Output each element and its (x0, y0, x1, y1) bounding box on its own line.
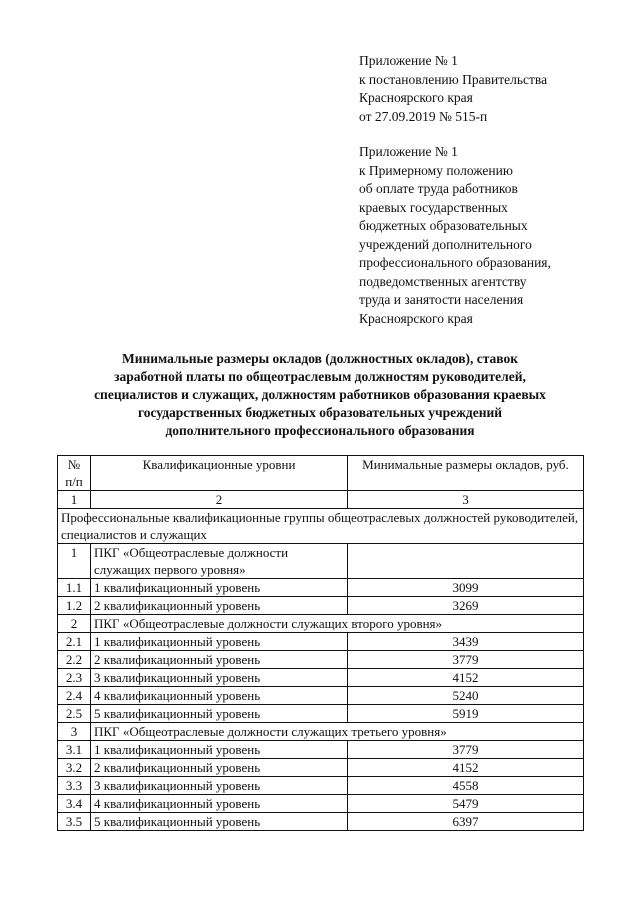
row-num: 3.5 (58, 813, 91, 831)
appendix-block-1 (359, 52, 547, 126)
row-level: 5 квалификационный уровень (91, 705, 348, 723)
appendix2-line: Красноярского края (359, 310, 473, 326)
table-row (58, 759, 584, 777)
table-header-row (58, 456, 584, 491)
row-num: 2.4 (58, 687, 91, 705)
row-num: 2.2 (58, 651, 91, 669)
title-line: Минимальные размеры окладов (должностных окладов), ставок (121, 351, 519, 366)
row-num: 1.1 (58, 579, 91, 597)
row-value: 5479 (348, 795, 584, 813)
index-cell: 1 (58, 491, 91, 509)
row-level: 5 квалификационный уровень (91, 813, 348, 831)
row-level: 3 квалификационный уровень (91, 669, 348, 687)
appendix1-line: Приложение № 1 (359, 53, 458, 68)
row-value: 5240 (348, 687, 584, 705)
table-row (58, 651, 584, 669)
appendix1-line: от 27.09.2019 № 515-п (359, 108, 488, 124)
document-title (60, 350, 580, 440)
row-value: 3269 (348, 597, 584, 615)
row-level: 2 квалификационный уровень (91, 651, 348, 669)
appendix1-line: к постановлению Правительства (359, 71, 548, 87)
row-num: 3.3 (58, 777, 91, 795)
appendix2-line: краевых государственных (359, 199, 508, 215)
row-value: 3439 (348, 633, 584, 651)
appendix2-line: подведомственных агентству (359, 273, 527, 289)
row-level: 3 квалификационный уровень (91, 777, 348, 795)
row-value: 4558 (348, 777, 584, 795)
row-level: 4 квалификационный уровень (91, 795, 348, 813)
table-row (58, 597, 584, 615)
table-row (58, 687, 584, 705)
table-row (58, 669, 584, 687)
row-value: 3779 (348, 741, 584, 759)
header-level: Квалификационные уровни (91, 456, 348, 491)
table-row (58, 741, 584, 759)
row-value: 4152 (348, 759, 584, 777)
table-row (58, 633, 584, 651)
section-row (58, 615, 584, 633)
title-line: заработной платы по общеотраслевым должностям руководителей, (114, 369, 526, 384)
section-title: ПКГ «Общеотраслевые должности служащих третьего уровня» (91, 723, 584, 741)
row-level: 1 квалификационный уровень (91, 579, 348, 597)
row-num: 3.2 (58, 759, 91, 777)
appendix2-line: профессионального образования, (359, 255, 551, 270)
row-num: 2.1 (58, 633, 91, 651)
appendix2-line: труда и занятости населения (359, 292, 524, 307)
row-level: 4 квалификационный уровень (91, 687, 348, 705)
appendix-block-2 (359, 143, 551, 328)
row-num: 3.1 (58, 741, 91, 759)
table-row (58, 705, 584, 723)
table-index-row (58, 491, 584, 509)
section-row (58, 723, 584, 741)
table-row (58, 777, 584, 795)
title-line: специалистов и служащих, должностям работников образования краевых (94, 387, 546, 402)
appendix2-line: об оплате труда работников (359, 181, 518, 196)
section-title: ПКГ «Общеотраслевые должности служащих второго уровня» (91, 615, 584, 633)
index-cell: 3 (348, 491, 584, 509)
header-num: № п/п (58, 456, 91, 491)
row-value: 5919 (348, 705, 584, 723)
index-cell: 2 (91, 491, 348, 509)
section-num: 3 (58, 723, 91, 741)
title-line: государственных бюджетных образовательных учреждений (137, 405, 503, 420)
appendix1-line: Красноярского края (359, 90, 473, 105)
group-title: Профессиональные квалификационные группы общеотраслевых должностей руководителей, специалистов и служащих (58, 509, 584, 544)
row-level: 2 квалификационный уровень (91, 759, 348, 777)
salary-table (57, 455, 584, 831)
row-level: 2 квалификационный уровень (91, 597, 348, 615)
appendix2-line: Приложение № 1 (359, 144, 458, 159)
section-title: ПКГ «Общеотраслевые должности служащих первого уровня» (91, 544, 348, 579)
group-title-row (58, 509, 584, 544)
table-row (58, 579, 584, 597)
section-num: 1 (58, 544, 91, 579)
table-row (58, 813, 584, 831)
row-num: 2.3 (58, 669, 91, 687)
row-level: 1 квалификационный уровень (91, 633, 348, 651)
header-value: Минимальные размеры окладов, руб. (348, 456, 584, 491)
row-value: 6397 (348, 813, 584, 831)
row-num: 3.4 (58, 795, 91, 813)
row-value: 4152 (348, 669, 584, 687)
appendix2-line: к Примерному положению (359, 162, 513, 178)
title-line: дополнительного профессионального образования (165, 423, 475, 438)
section-empty-cell (348, 544, 584, 579)
row-level: 1 квалификационный уровень (91, 741, 348, 759)
table-row (58, 795, 584, 813)
row-value: 3779 (348, 651, 584, 669)
row-num: 2.5 (58, 705, 91, 723)
section-row (58, 544, 584, 579)
row-value: 3099 (348, 579, 584, 597)
appendix2-line: учреждений дополнительного (359, 236, 532, 252)
row-num: 1.2 (58, 597, 91, 615)
appendix2-line: бюджетных образовательных (359, 218, 528, 233)
section-num: 2 (58, 615, 91, 633)
